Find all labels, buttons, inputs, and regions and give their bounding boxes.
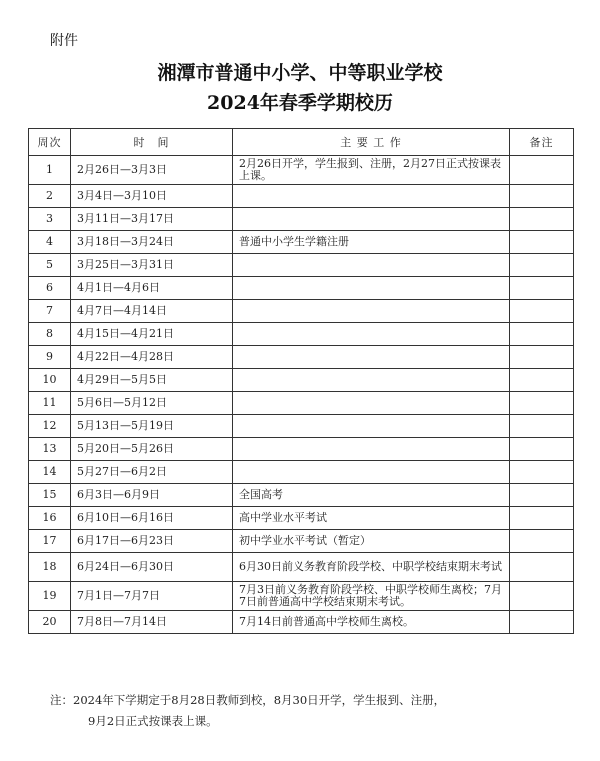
time-cell: 4月22日—4月28日 [71,346,233,369]
remark-cell [510,582,574,611]
remark-cell [510,438,574,461]
header-time: 时 间 [71,129,233,156]
time-cell: 4月1日—4月6日 [71,277,233,300]
table-row [29,507,574,530]
work-cell [233,346,510,369]
table-row [29,392,574,415]
work-cell [233,392,510,415]
week-cell: 11 [29,392,71,415]
time-cell: 5月13日—5月19日 [71,415,233,438]
table-row [29,484,574,507]
work-cell: 高中学业水平考试 [233,507,510,530]
work-cell [233,185,510,208]
header-remark: 备注 [510,129,574,156]
work-cell: 全国高考 [233,484,510,507]
remark-cell [510,392,574,415]
week-cell: 4 [29,231,71,254]
header-work: 主 要 工 作 [233,129,510,156]
document-title: 湘潭市普通中小学、中等职业学校 [157,62,443,84]
work-cell: 7月3日前义务教育阶段学校、中职学校师生离校；7月7日前普通高中学校结束期末考试。 [233,582,510,611]
attachment-label: 附件 [50,33,78,49]
work-cell [233,254,510,277]
work-cell [233,277,510,300]
work-cell [233,323,510,346]
table-row [29,582,574,611]
time-cell: 3月25日—3月31日 [71,254,233,277]
footnote-line-1: 注：2024年下学期定于8月28日教师到校，8月30日开学，学生报到、注册， [50,693,446,707]
week-cell: 20 [29,611,71,634]
document-subtitle: 2024年春季学期校历 [207,92,393,114]
table-row [29,461,574,484]
week-cell: 5 [29,254,71,277]
table-row [29,185,574,208]
time-cell: 3月18日—3月24日 [71,231,233,254]
table-header-row [29,129,574,156]
week-cell: 12 [29,415,71,438]
week-cell: 2 [29,185,71,208]
time-cell: 6月24日—6月30日 [71,553,233,582]
week-cell: 6 [29,277,71,300]
work-cell [233,300,510,323]
remark-cell [510,611,574,634]
time-cell: 4月15日—4月21日 [71,323,233,346]
week-cell: 8 [29,323,71,346]
time-cell: 4月7日—4月14日 [71,300,233,323]
remark-cell [510,156,574,185]
time-cell: 7月1日—7月7日 [71,582,233,611]
table-row [29,369,574,392]
work-cell: 普通中小学生学籍注册 [233,231,510,254]
remark-cell [510,415,574,438]
table-row [29,300,574,323]
work-cell [233,438,510,461]
footnote-line-2: 9月2日正式按课表上课。 [88,714,218,728]
table-row [29,231,574,254]
remark-cell [510,254,574,277]
remark-cell [510,208,574,231]
work-cell [233,461,510,484]
time-cell: 2月26日—3月3日 [71,156,233,185]
table-row [29,156,574,185]
remark-cell [510,553,574,582]
week-cell: 13 [29,438,71,461]
time-cell: 5月27日—6月2日 [71,461,233,484]
work-cell: 初中学业水平考试（暂定） [233,530,510,553]
table-row [29,254,574,277]
school-calendar-table [28,128,574,634]
table-row [29,415,574,438]
time-cell: 7月8日—7月14日 [71,611,233,634]
week-cell: 10 [29,369,71,392]
week-cell: 9 [29,346,71,369]
table-row [29,438,574,461]
work-cell: 7月14日前普通高中学校师生离校。 [233,611,510,634]
remark-cell [510,530,574,553]
week-cell: 15 [29,484,71,507]
time-cell: 6月3日—6月9日 [71,484,233,507]
remark-cell [510,484,574,507]
time-cell: 5月6日—5月12日 [71,392,233,415]
work-cell: 2月26日开学，学生报到、注册，2月27日正式按课表上课。 [233,156,510,185]
week-cell: 16 [29,507,71,530]
time-cell: 3月11日—3月17日 [71,208,233,231]
time-cell: 4月29日—5月5日 [71,369,233,392]
time-cell: 6月10日—6月16日 [71,507,233,530]
table-row [29,553,574,582]
remark-cell [510,185,574,208]
time-cell: 3月4日—3月10日 [71,185,233,208]
work-cell [233,208,510,231]
table-row [29,346,574,369]
week-cell: 18 [29,553,71,582]
table-row [29,277,574,300]
week-cell: 19 [29,582,71,611]
time-cell: 6月17日—6月23日 [71,530,233,553]
table-row [29,530,574,553]
week-cell: 7 [29,300,71,323]
week-cell: 1 [29,156,71,185]
remark-cell [510,346,574,369]
table-row [29,208,574,231]
remark-cell [510,277,574,300]
work-cell [233,415,510,438]
remark-cell [510,507,574,530]
table-row [29,611,574,634]
work-cell [233,369,510,392]
header-week: 周次 [29,129,71,156]
table-body [29,156,574,634]
remark-cell [510,231,574,254]
time-cell: 5月20日—5月26日 [71,438,233,461]
week-cell: 17 [29,530,71,553]
week-cell: 3 [29,208,71,231]
remark-cell [510,300,574,323]
week-cell: 14 [29,461,71,484]
remark-cell [510,461,574,484]
footnote [50,690,570,732]
remark-cell [510,323,574,346]
remark-cell [510,369,574,392]
table-row [29,323,574,346]
work-cell: 6月30日前义务教育阶段学校、中职学校结束期末考试 [233,553,510,582]
